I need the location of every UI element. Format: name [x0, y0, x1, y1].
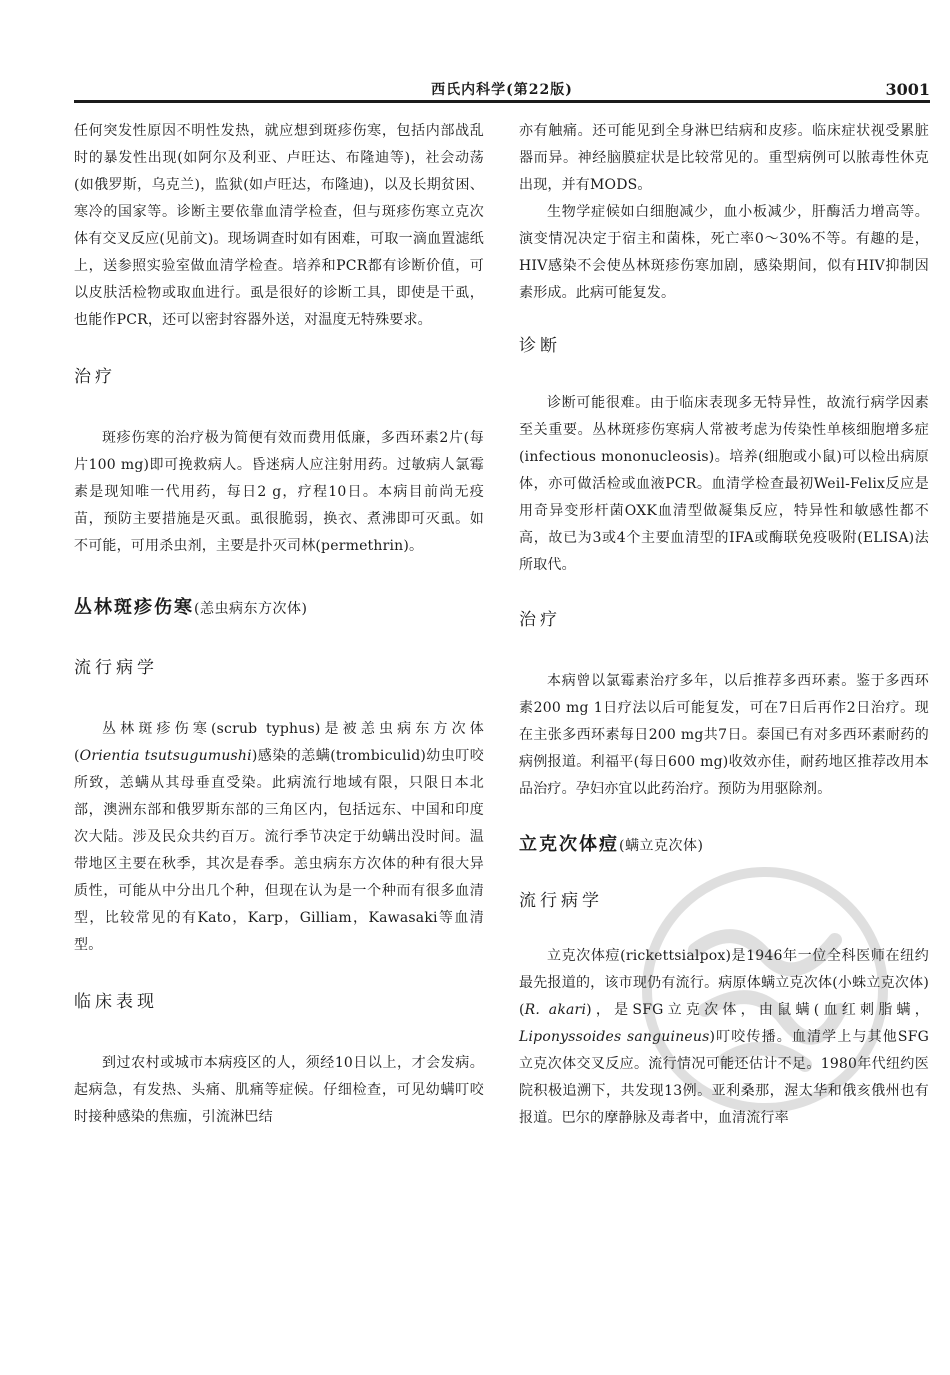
italic-term: Orientia tsutsugumushi	[79, 748, 252, 764]
book-title: 西氏内科学(第22版)	[431, 82, 573, 98]
section-title-main: 丛林斑疹伤寒	[74, 597, 194, 618]
running-header	[74, 80, 930, 100]
header-rule	[74, 100, 930, 103]
section-title-rickettsialpox	[519, 831, 929, 860]
heading-treatment: 治疗	[519, 610, 561, 630]
section-title-sub: (恙虫病东方次体)	[194, 601, 308, 617]
text-run: 丛林斑疹伤寒(scrub typhus)是被恙虫病东方次体(	[74, 721, 484, 764]
text-run: )叮咬传播。血清学上与其他SFG立克次体交叉反应。流行情况可能还估计不足。1980年代纽约医院积极追溯下，共发现13例。亚利桑那，渥太华和俄亥俄州也有报道。巴尔的摩静脉及毒者中，血清流行率	[519, 1029, 929, 1126]
italic-term: R. akari	[524, 1002, 587, 1018]
heading-clinical: 临床表现	[74, 992, 158, 1012]
left-column	[74, 118, 484, 1131]
paragraph: 生物学症候如白细胞减少，血小板减少，肝酶活力增高等。演变情况决定于宿主和菌株，死亡率0～30%不等。有趣的是，HIV感染不会使丛林斑疹伤寒加剧，感染期间，似有HIV抑制因素形成。此病可能复发。	[519, 204, 929, 301]
page-number: 3001	[885, 80, 930, 99]
section-title-main: 立克次体痘	[519, 834, 619, 855]
heading-diagnosis: 诊断	[519, 336, 561, 356]
paragraph	[74, 716, 484, 959]
section-title-sub: (螨立克次体)	[619, 838, 704, 854]
heading-epidemiology: 流行病学	[519, 891, 603, 911]
italic-term: Liponyssoides sanguineus	[519, 1029, 710, 1045]
paragraph: 斑疹伤寒的治疗极为简便有效而费用低廉，多西环素2片(每片100 mg)即可挽救病人。昏迷病人应注射用药。过敏病人氯霉素是现知唯一代用药，每日2 g，疗程10日。本病目前尚无疫苗，预防主要措施是灭虱。虱很脆弱，换衣、煮沸即可灭虱。如不可能，可用杀虫剂，主要是扑灭司林(permethrin)。	[74, 430, 484, 554]
watermark-stamp	[635, 860, 895, 1120]
paragraph: 亦有触痛。还可能见到全身淋巴结病和皮疹。临床症状视受累脏器而异。神经脑膜症状是比较常见的。重型病例可以脓毒性休克出现，并有MODS。	[519, 123, 929, 193]
heading-treatment: 治疗	[74, 367, 116, 387]
paragraph: 任何突发性原因不明性发热，就应想到斑疹伤寒，包括内部战乱时的暴发性出现(如阿尔及利亚、卢旺达、布隆迪等)，社会动荡(如俄罗斯，乌克兰)，监狱(如卢旺达，布隆迪)，以及长期贫困、寒冷的国家等。诊断主要依靠血清学检查，但与斑疹伤寒立克次体有交叉反应(见前文)。现场调查时如有困难，可取一滴血置滤纸上，送参照实验室做血清学检查。培养和PCR都有诊断价值，可以皮肤活检物或取血进行。虱是很好的诊断工具，即使是干虱，也能作PCR，还可以密封容器外送，对温度无特殊要求。	[74, 123, 484, 328]
text-run: )，是SFG立克次体，由鼠螨(血红刺脂螨，	[586, 1002, 929, 1018]
text-run: )感染的恙螨(trombiculid)幼虫叮咬所致，恙螨从其母垂直受染。此病流行地域有限，只限日本北部，澳洲东部和俄罗斯东部的三角区内，包括远东、中国和印度次大陆。涉及民众共约百万。流行季节决定于幼螨出没时间。温带地区主要在秋季，其次是春季。恙虫病东方次体的种有很大异质性，可能从中分出几个种，但现在认为是一个种而有很多血清型，比较常见的有Kato，Karp，Gilliam，Kawasaki等血清型。	[74, 748, 484, 953]
heading-epidemiology: 流行病学	[74, 658, 158, 678]
paragraph: 诊断可能很难。由于临床表现多无特异性，故流行病学因素至关重要。丛林斑疹伤寒病人常被考虑为传染性单核细胞增多症(infectious mononucleosis)。培养(细胞或小鼠)可以检出病原体，亦可做活检或血液PCR。血清学检查最初Weil-Felix反应是用奇异变形杆菌OXK血清型做凝集反应，特异性和敏感性都不高，故已为3或4个主要血清型的IFA或酶联免疫吸附(ELISA)法所取代。	[519, 395, 929, 573]
text-run: 立克次体痘(rickettsialpox)是1946年一位全科医师在纽约最先报道的，该市现仍有流行。病原体螨立克次体(小蛛立克次体)(	[519, 948, 929, 1018]
paragraph: 本病曾以氯霉素治疗多年，以后推荐多西环素。鉴于多西环素200 mg 1日疗法以后可能复发，可在7日后再作2日治疗。现在主张多西环素每日200 mg共7日。泰国已有对多西环素耐药的病例报道。利福平(每日600 mg)收效亦佳，耐药地区推荐改用本品治疗。孕妇亦宜以此药治疗。预防为用驱除剂。	[519, 673, 929, 797]
section-title-scrub-typhus	[74, 594, 484, 623]
paragraph: 到过农村或城市本病疫区的人，须经10日以上，才会发病。起病急，有发热、头痛、肌痛等症候。仔细检查，可见幼螨叮咬时接种感染的焦痂，引流淋巴结	[74, 1055, 484, 1125]
